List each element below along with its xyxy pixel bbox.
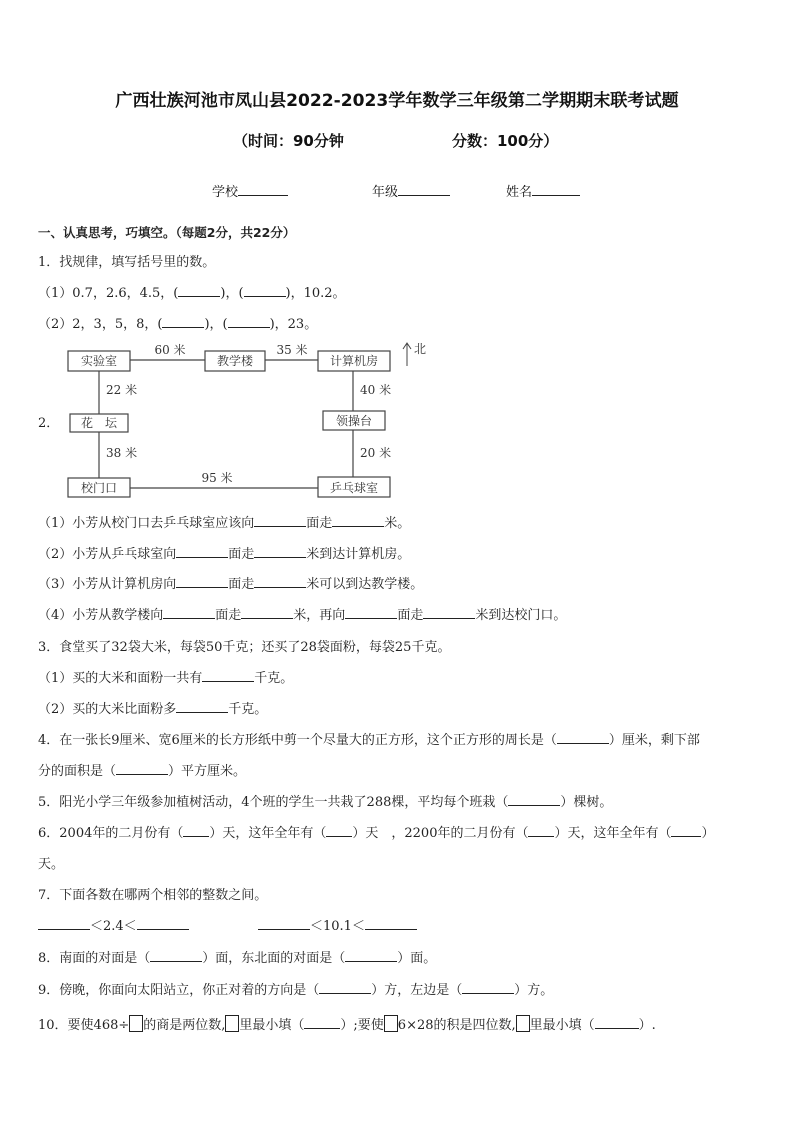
distance-label: 22 米 [106, 383, 138, 397]
q8: 8．南面的对面是（ ）面，东北面的对面是（ ）面。 [38, 951, 437, 966]
q1-blank[interactable] [244, 285, 286, 297]
node-flower-bed: 花 坛 [80, 416, 118, 430]
q3-stem: 3．食堂买了32袋大米，每袋50千克；还买了28袋面粉，每袋25千克。 [38, 640, 451, 655]
grade-blank[interactable] [398, 184, 450, 196]
blank-box[interactable] [225, 1015, 239, 1032]
q10: 10．要使468÷ 的商是两位数, 里最小填（ ）;要使 6×28的积是四位数, 里最小填（ ）. [38, 1014, 656, 1033]
q2-sub1: （1）小芳从校门口去乒乓球室应该向 面走 米。 [38, 516, 411, 531]
answer-blank[interactable] [202, 670, 254, 682]
answer-blank[interactable] [258, 918, 310, 930]
answer-blank[interactable] [38, 918, 90, 930]
answer-blank[interactable] [116, 763, 168, 775]
answer-blank[interactable] [150, 950, 202, 962]
north-arrow-icon [403, 343, 411, 366]
q3-sub2: （2）买的大米比面粉多 千克。 [38, 702, 268, 717]
q9: 9．傍晚，你面向太阳站立，你正对着的方向是（ ）方，左边是（ ）方。 [38, 983, 554, 998]
answer-blank[interactable] [176, 576, 228, 588]
distance-label: 40 米 [360, 383, 392, 397]
q4-line1: 4．在一张长9厘米、宽6厘米的长方形纸中剪一个尽量大的正方形，这个正方形的周长是（ ）厘米，剩下部 [38, 733, 700, 748]
answer-blank[interactable] [345, 607, 397, 619]
q1-blank[interactable] [228, 316, 270, 328]
q6-line1: 6．2004年的二月份有（ ）天，这年全年有（ ）天 ，2200年的二月份有（ ）天，这年全年有（ ） [38, 826, 715, 841]
answer-blank[interactable] [183, 825, 209, 837]
distance-label: 95 米 [201, 471, 233, 485]
q1-part2: （2）2，3，5，8，( )，( )，23。 [38, 317, 318, 332]
answer-blank[interactable] [508, 794, 560, 806]
grade-field: 年级 [372, 181, 450, 200]
distance-label: 20 米 [360, 446, 392, 460]
q7-stem: 7．下面各数在哪两个相邻的整数之间。 [38, 888, 268, 903]
north-label: 北 [414, 342, 427, 356]
answer-blank[interactable] [176, 546, 228, 558]
node-lab: 实验室 [80, 354, 118, 368]
node-platform: 领操台 [335, 414, 373, 428]
answer-blank[interactable] [254, 546, 306, 558]
exam-time: （时间：90分钟 [233, 132, 344, 150]
q7-range2: ＜10.1＜ [258, 915, 417, 934]
distance-label: 60 米 [154, 343, 186, 357]
answer-blank[interactable] [595, 1017, 639, 1029]
answer-blank[interactable] [254, 515, 306, 527]
name-blank[interactable] [532, 184, 580, 196]
q1-blank[interactable] [162, 316, 204, 328]
node-school-gate: 校门口 [80, 481, 118, 495]
answer-blank[interactable] [365, 918, 417, 930]
answer-blank[interactable] [163, 607, 215, 619]
q2-sub2: （2）小芳从乒乓球室向 面走 米到达计算机房。 [38, 547, 411, 562]
blank-box[interactable] [384, 1015, 398, 1032]
distance-label: 35 米 [276, 343, 308, 357]
answer-blank[interactable] [332, 515, 384, 527]
answer-blank[interactable] [319, 982, 371, 994]
answer-blank[interactable] [176, 701, 228, 713]
answer-blank[interactable] [557, 732, 609, 744]
node-teaching-building: 教学楼 [216, 354, 254, 368]
q5: 5．阳光小学三年级参加植树活动，4个班的学生一共栽了288棵，平均每个班栽（ ）棵树。 [38, 795, 613, 810]
answer-blank[interactable] [137, 918, 189, 930]
node-computer-room: 计算机房 [329, 354, 379, 368]
answer-blank[interactable] [254, 576, 306, 588]
section-heading: 一、认真思考，巧填空。（每题2分，共22分） [38, 225, 296, 240]
q4-line2: 分的面积是（ ）平方厘米。 [38, 764, 247, 779]
q3-sub1: （1）买的大米和面粉一共有 千克。 [38, 671, 294, 686]
q1-stem: 1．找规律，填写括号里的数。 [38, 255, 216, 270]
school-field: 学校 [212, 181, 288, 200]
answer-blank[interactable] [304, 1017, 340, 1029]
distance-label: 38 米 [106, 446, 138, 460]
q1-blank[interactable] [178, 285, 220, 297]
name-field: 姓名 [506, 181, 580, 200]
answer-blank[interactable] [528, 825, 554, 837]
page-title: 广西壮族河池市凤山县2022-2023学年数学三年级第二学期期末联考试题 [115, 91, 679, 111]
q2-sub4: （4）小芳从教学楼向 面走 米，再向 面走 米到达校门口。 [38, 608, 567, 623]
answer-blank[interactable] [671, 825, 701, 837]
q1-part1: （1）0.7，2.6，4.5，( )，( )，10.2。 [38, 286, 346, 301]
answer-blank[interactable] [462, 982, 514, 994]
q7-range1: ＜2.4＜ [38, 915, 189, 934]
q2-sub3: （3）小芳从计算机房向 面走 米可以到达教学楼。 [38, 577, 424, 592]
answer-blank[interactable] [241, 607, 293, 619]
exam-score: 分数：100分） [452, 132, 559, 150]
q6-line2: 天。 [38, 857, 65, 872]
blank-box[interactable] [516, 1015, 530, 1032]
blank-box[interactable] [129, 1015, 143, 1032]
answer-blank[interactable] [423, 607, 475, 619]
campus-map [60, 340, 440, 502]
school-blank[interactable] [238, 184, 288, 196]
node-pingpong-room: 乒乓球室 [329, 481, 379, 495]
answer-blank[interactable] [326, 825, 352, 837]
answer-blank[interactable] [345, 950, 397, 962]
q2-number: 2． [38, 416, 60, 431]
